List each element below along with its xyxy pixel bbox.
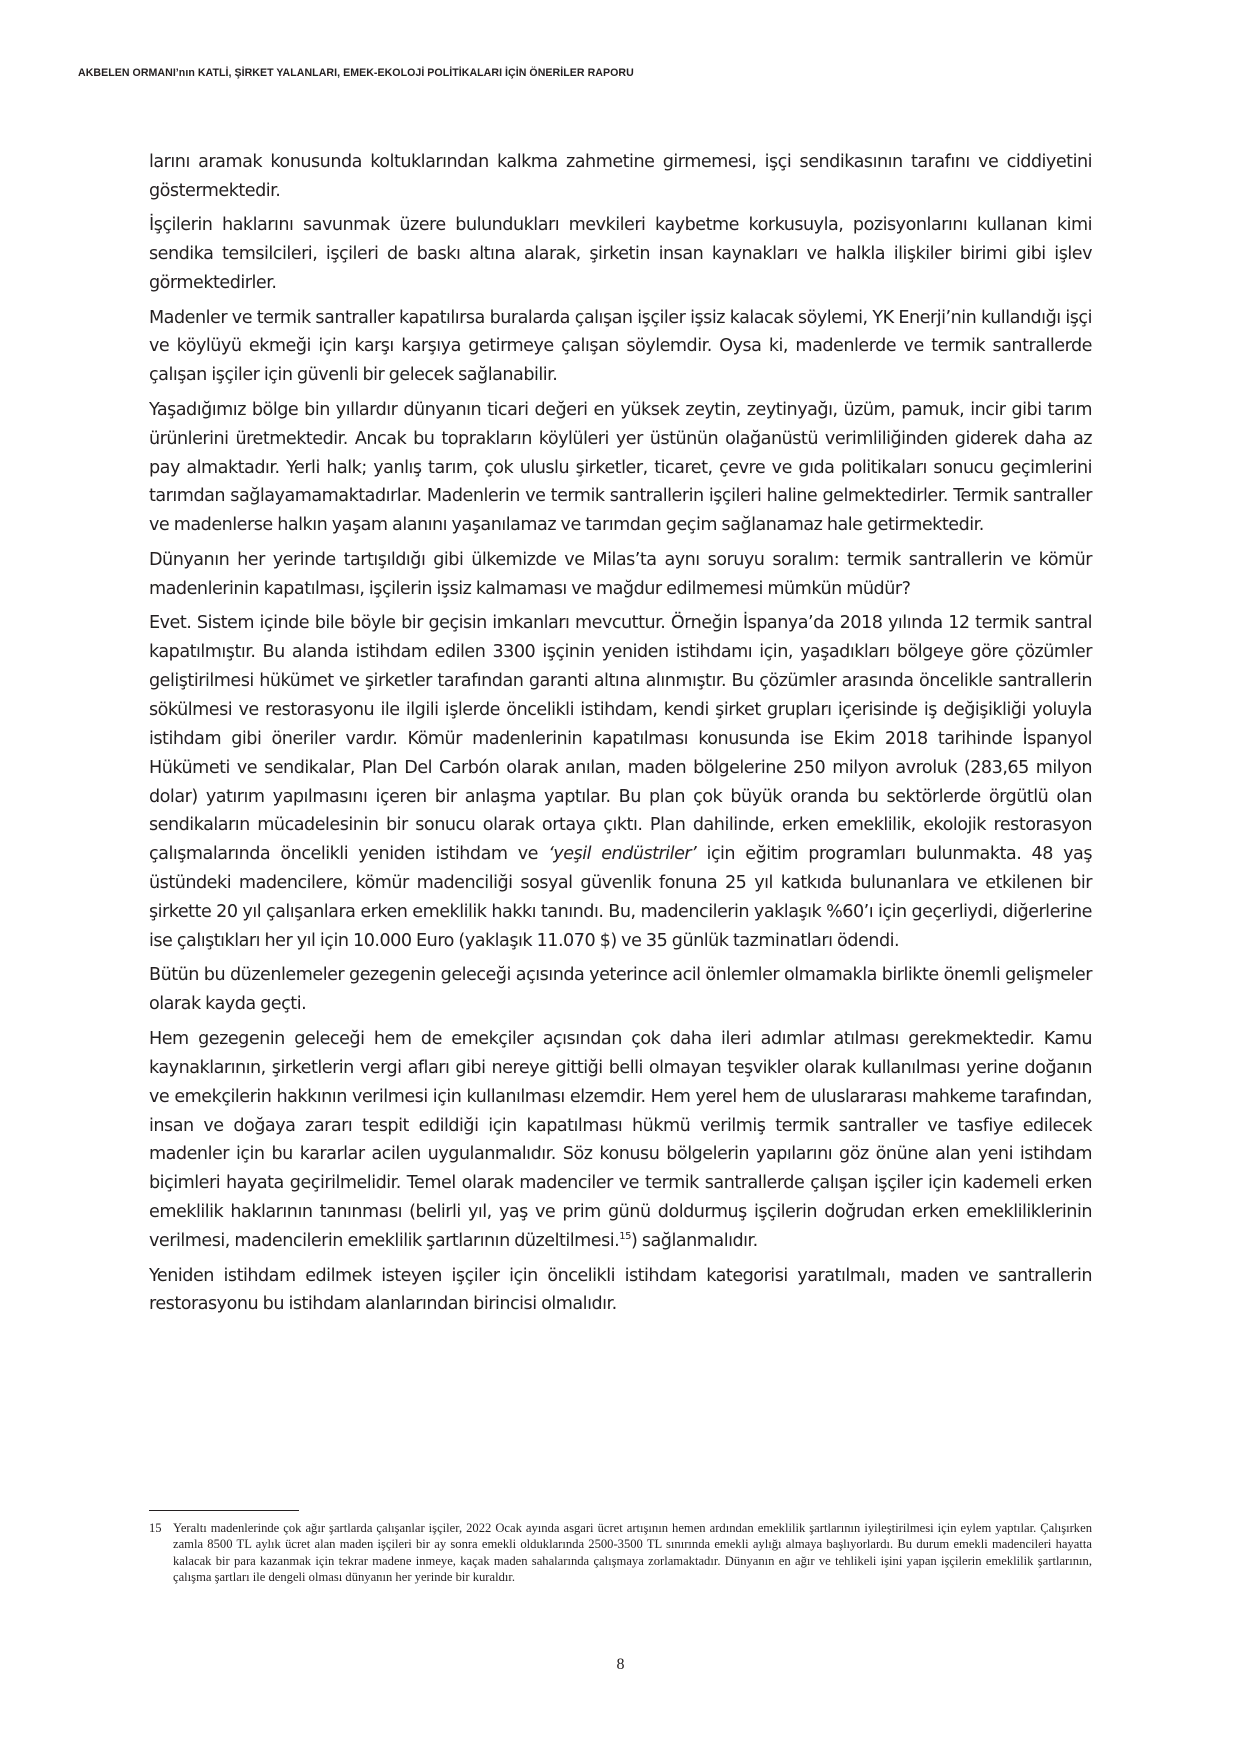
paragraph-ispanya-part-2: için eğitim programları bulunmakta. 48 yaş üstündeki madencilere, kömür madenciliği sosyal güvenlik fonuna 25 yıl katkıda bulunanlara ve etkilenen bir şirkette 20 yıl çalışanlara erken emeklilik hakkı tanındı. Bu, madencilerin yaklaşık %60’ı için geçerliydi, diğerlerine ise çalıştıkları her yıl için 10.000 Euro (yaklaşık 11.070 $) ve 35 günlük tazminatları ödendi. bbox=[149, 844, 1092, 952]
running-header: AKBELEN ORMANI’nın KATLİ, ŞİRKET YALANLARI, EMEK-EKOLOJİ POLİTİKALARI İÇİN ÖNERİLER RAPORU bbox=[78, 67, 634, 79]
footnote-reference[interactable]: 15 bbox=[619, 1231, 631, 1243]
footnote bbox=[149, 1520, 1092, 1586]
paragraph-istihdam-kategorisi: Yeniden istihdam edilmek isteyen işçiler için öncelikli istihdam kategorisi yaratılmalı, maden ve santrallerin restorasyonu bu istihdam alanlarından birincisi olmalıdır. bbox=[149, 1265, 1092, 1315]
paragraph-ileri-adimlar-part-2: ) sağlanmalıdır. bbox=[631, 1231, 758, 1252]
footnote-text: Yeraltı madenlerinde çok ağır şartlarda çalışanlar işçiler, 2022 Ocak ayında asgari ücret artışının hemen ardından emeklilik şartlarının iyileştirilmesi için eylem yaptılar. Çalışırken zamla 8500 TL aylık ücret alan maden işçileri bir ay sonra emekli olduklarında 2500-3500 TL sınırında emekli aylığı almaya başlıyorlardı. Bu durum emekli madencileri hayatta kalacak bir para kazanmak için tekrar madene inmeye, kaçak maden sahalarında çalışmaya zorlamaktadır. Dünyanın en ağır ve tehlikeli işini yapan işçilerin emeklilik şartlarının, çalışma şartları ile dengeli olması dünyanın her yerinde bir kuraldır. bbox=[173, 1521, 1092, 1585]
paragraph-sendika: larını aramak konusunda koltuklarından kalkma zahmetine girmemesi, işçi sendikasının tarafını ve ciddiyetini göstermektedir. bbox=[149, 152, 1092, 201]
paragraph-gelismeler: Bütün bu düzenlemeler gezegenin geleceği açısında yeterince acil önlemler olmamakla birlikte önemli gelişmeler olarak kayda geçti. bbox=[149, 965, 1092, 1015]
footnote-divider bbox=[149, 1510, 299, 1511]
yesil-endustriler-italic: ‘yeşil endüstriler’ bbox=[548, 844, 697, 865]
paragraph-isssizlik-soylemi: Madenler ve termik santraller kapatılırsa buralarda çalışan işçiler işsiz kalacak söylemi, YK Enerji’nin kullandığı işçi ve köylüyü ekmeği için karşı karşıya getirmeye çalışan söylemdir. Oysa ki, madenlerde ve termik santrallerde çalışan işçiler için güvenli bir gelecek sağlanabilir. bbox=[149, 307, 1092, 386]
paragraph-temsilciler: İşçilerin haklarını savunmak üzere bulundukları mevkileri kaybetme korkusuyla, pozisyonlarını kullanan kimi sendika temsilcileri, işçileri de baskı altına alarak, şirketin insan kaynakları ve halkla ilişkiler birimi gibi işlev görmektedirler. bbox=[149, 215, 1092, 294]
paragraph-ispanya-part-1: Evet. Sistem içinde bile böyle bir geçisin imkanları mevcuttur. Örneğin İspanya’da 2018 yılında 12 termik santral kapatılmıştır. Bu alanda istihdam edilen 3300 işçinin yeniden istihdamı için, yaşadıkları bölgeye göre çözümler geliştirilmesi hükümet ve şirketler tarafından garanti altına alınmıştır. Bu çözümler arasında öncelikle santrallerin sökülmesi ve restorasyonu ile ilgili işlerde öncelikli istihdam, kendi şirket grupları içerisinde iş değişikliği yoluyla istihdam gibi öneriler vardır. Kömür madenlerinin kapatılması konusunda ise Ekim 2018 tarihinde İspanyol Hükümeti ve sendikalar, Plan Del Carbón olarak anılan, maden bölgelerine 250 milyon avroluk (283,65 milyon dolar) yatırım yapılmasını içeren bir anlaşma yaptılar. Bu plan çok büyük oranda bu sektörlerde örgütlü olan sendikaların mücadelesinin bir sonucu olarak ortaya çıktı. Plan dahilinde, erken emeklilik, ekolojik restorasyon çalışmalarında öncelikli yeniden istihdam ve bbox=[149, 613, 1092, 865]
paragraph-ileri-adimlar bbox=[149, 1025, 1092, 1256]
paragraph-bolge-tarim: Yaşadığımız bölge bin yıllardır dünyanın ticari değeri en yüksek zeytin, zeytinyağı, üzüm, pamuk, incir gibi tarım ürünlerini üretmektedir. Ancak bu toprakların köylüleri yer üstünün olağanüstü verimliliğinden giderek daha az pay almaktadır. Yerli halk; yanlış tarım, çok uluslu şirketler, ticaret, çevre ve gıda politikaları sonucu geçimlerini tarımdan sağlayamamaktadırlar. Madenlerin ve termik santrallerin işçileri haline gelmektedirler. Termik santraller ve madenlerse halkın yaşam alanını yaşanılamaz ve tarımdan geçim sağlanamaz hale getirmektedir. bbox=[149, 399, 1092, 536]
paragraph-ileri-adimlar-part-1: Hem gezegenin geleceği hem de emekçiler açısından çok daha ileri adımlar atılması gerekmektedir. Kamu kaynaklarının, şirketlerin vergi afları gibi nereye gittiği belli olmayan teşvikler olarak kullanılması yerine doğanın ve emekçilerin hakkının verilmesi için kullanılması elzemdir. Hem yerel hem de uluslararası mahkeme tarafından, insan ve doğaya zararı tespit edildiği için kapatılması hükmü verilmiş termik santraller ve tasfiye edilecek madenler için bu kararlar acilen uygulanmalıdır. Söz konusu bölgelerin yapılarını göz önüne alan yeni istihdam biçimleri hayata geçirilmelidir. Temel olarak madenciler ve termik santrallerde çalışan işçiler için kademeli erken emeklilik haklarının tanınması (belirli yıl, yaş ve prim günü doldurmuş işçilerin doğrudan erken emekliliklerinin verilmesi, madencilerin emeklilik şartlarının düzeltilmesi. bbox=[149, 1028, 1092, 1252]
body-text bbox=[149, 148, 1092, 1325]
footnote-number: 15 bbox=[149, 1521, 162, 1535]
page-number: 8 bbox=[616, 1656, 625, 1673]
paragraph-ispanya bbox=[149, 609, 1092, 956]
paragraph-soru: Dünyanın her yerinde tartışıldığı gibi ülkemizde ve Milas’ta aynı soruyu soralım: termik santrallerin ve kömür madenlerinin kapatılması, işçilerin işsiz kalmaması ve mağdur edilmemesi mümkün müdür? bbox=[149, 549, 1092, 599]
